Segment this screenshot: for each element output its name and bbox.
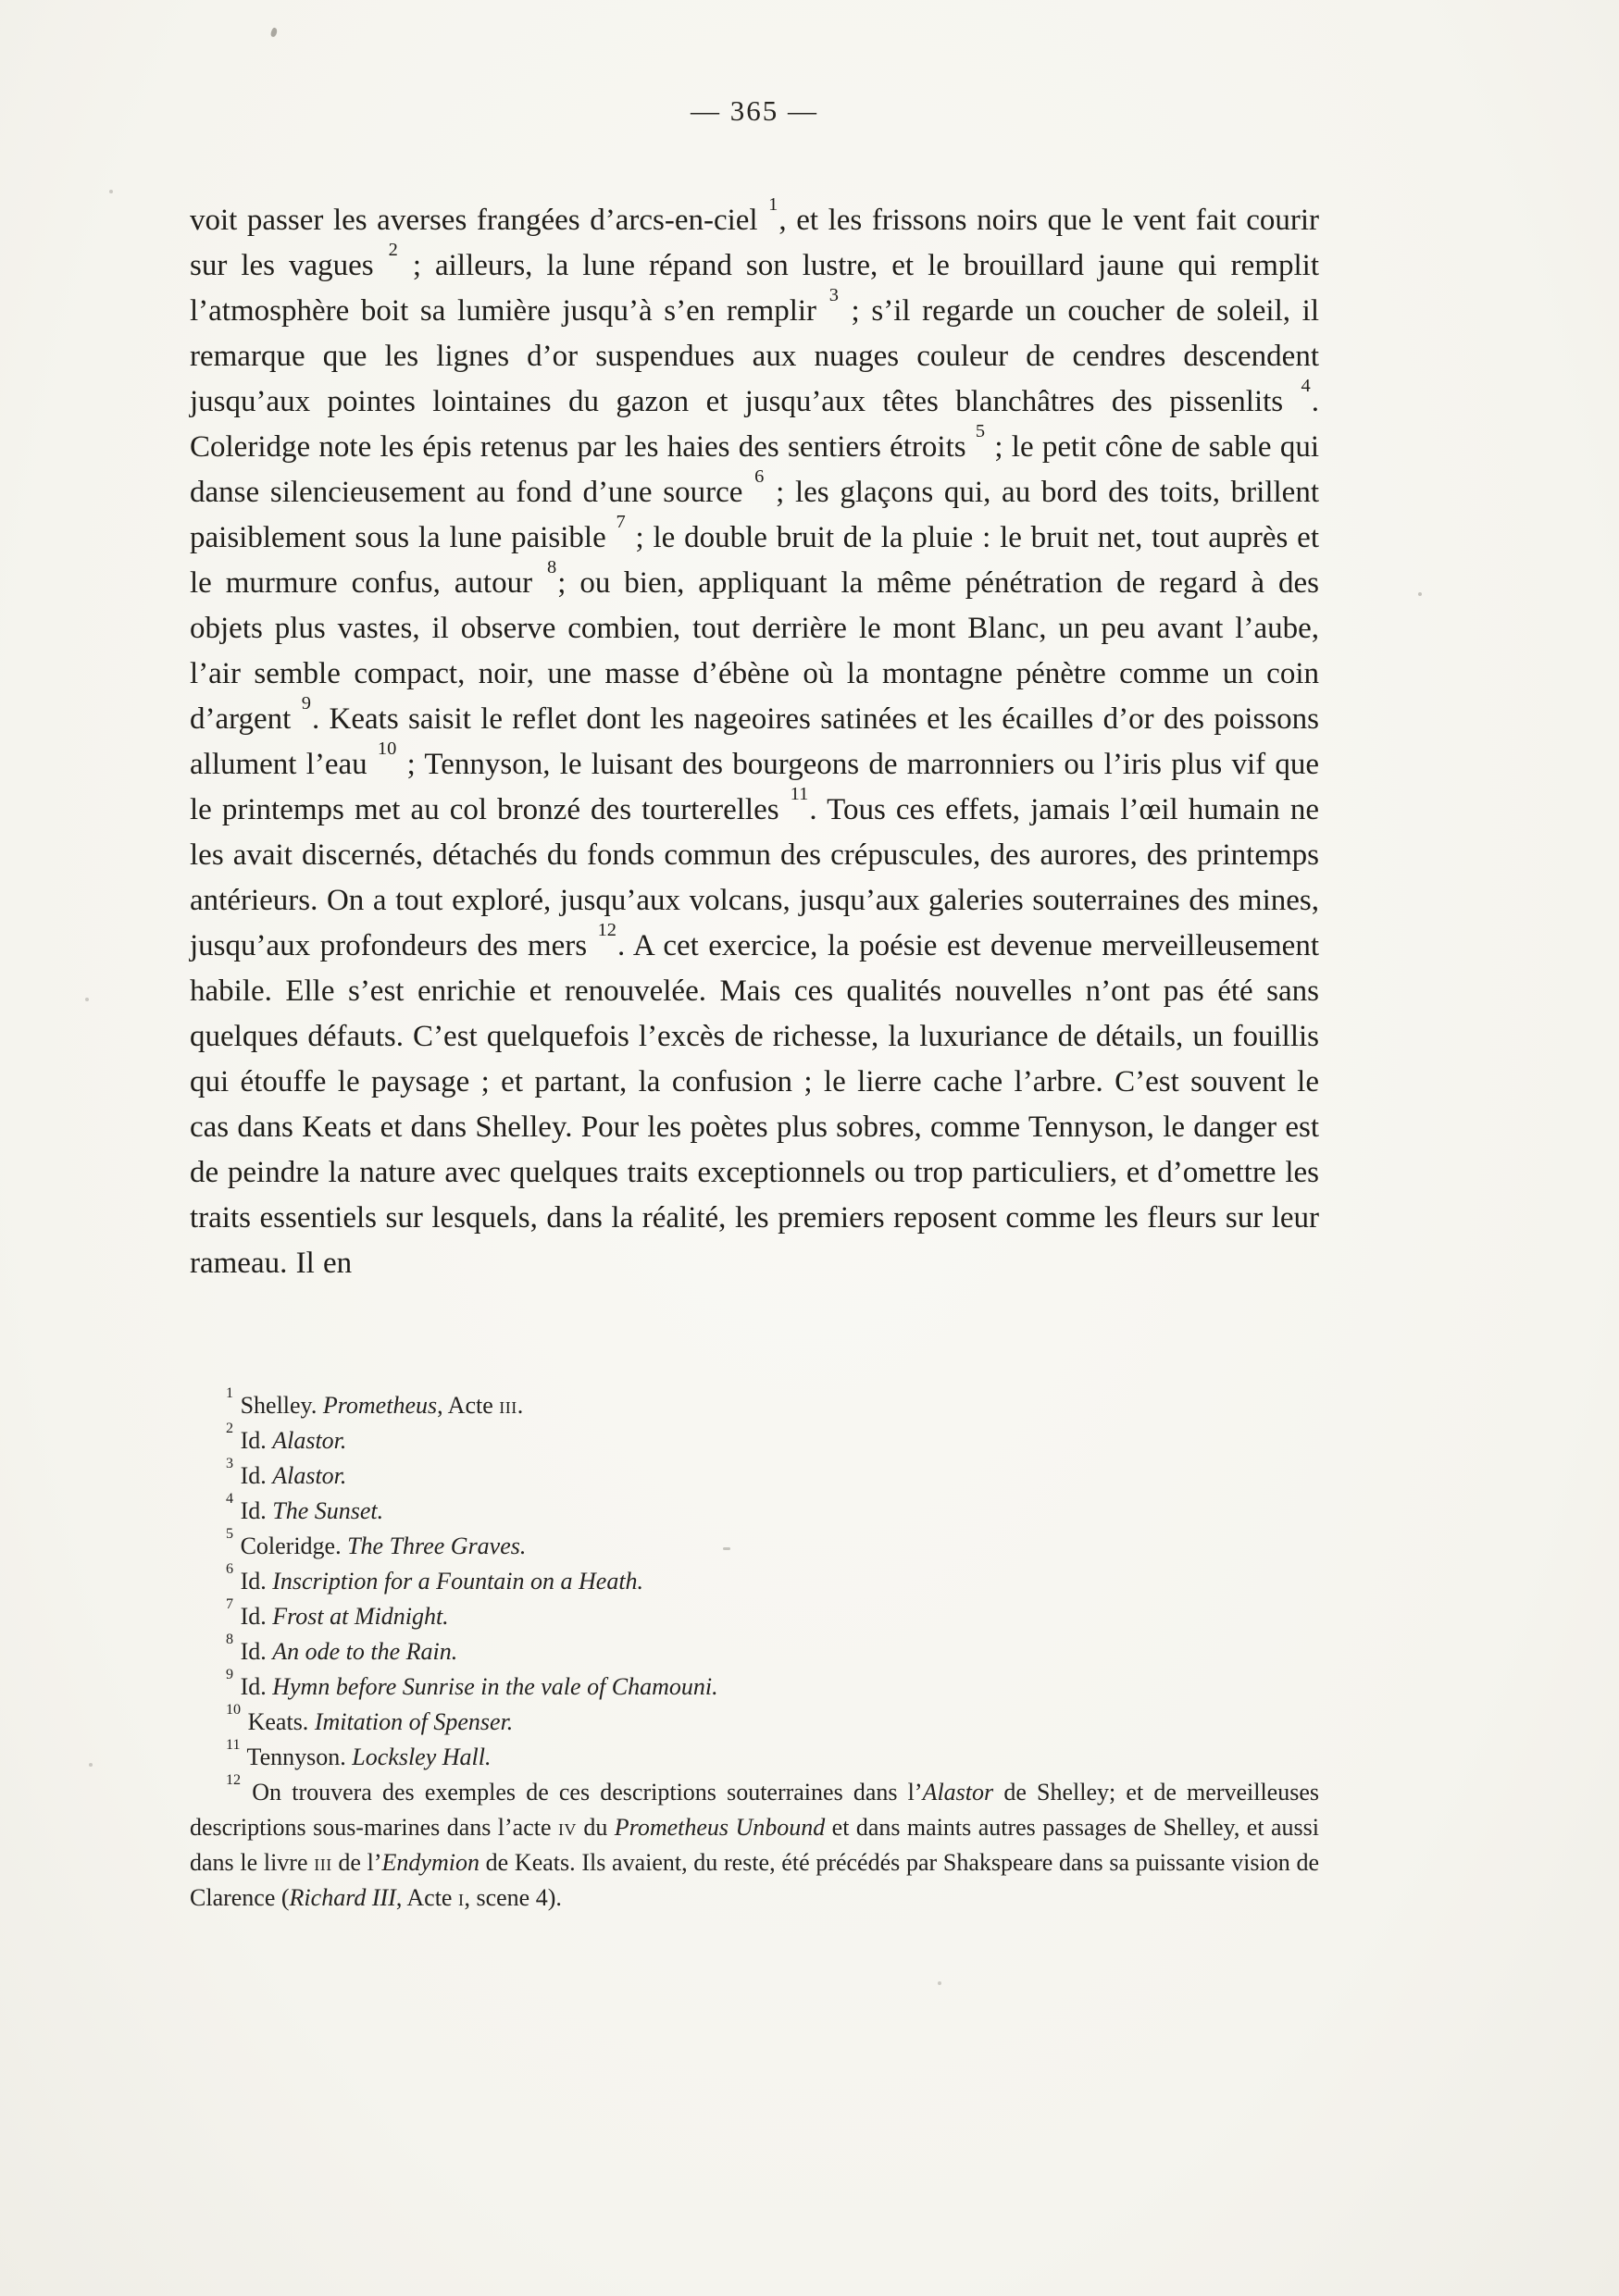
scan-speck — [938, 1981, 941, 1985]
text-run: Prometheus — [322, 1392, 438, 1419]
text-run: . A cet exercice, la poésie est devenue merveilleusement habile. Elle s’est enrichie et renouvelée. Mais ces qualités nouvelles n’ont pas été sans quelques défauts. C’est quelquefois l’excès de richesse, la luxuriance de détails, un fouillis qui étouffe le paysage ; et partant, la confusion ; le lierre cache l’arbre. C’est souvent le cas dans Keats et dans Shelley. Pour les poètes plus sobres, comme Tennyson, le danger est de peindre la nature avec quelques traits exceptionnels ou trop particuliers, et d’omettre les traits essentiels sur lesquels, dans la réalité, les premiers reposent comme les fleurs sur leur rameau. Il en — [190, 929, 1320, 1280]
footnote-number: 8 — [226, 1632, 234, 1648]
footnote-ref: 7 — [616, 511, 626, 532]
text-run: , Acte — [437, 1392, 500, 1419]
text-run: Hymn before Sunrise in the vale of Chamouni. — [272, 1673, 718, 1700]
text-run: Id. — [240, 1638, 273, 1665]
text-run: voit passer les averses frangées d’arcs-en-ciel — [190, 204, 768, 237]
body-paragraph — [190, 193, 1320, 1286]
footnote-ref: 1 — [768, 193, 778, 215]
footnote-number: 12 — [226, 1772, 242, 1789]
text-run: ; le double bruit de la pluie : le bruit net, tout auprès et le murmure confus, autour — [190, 521, 1319, 600]
text-run: . — [517, 1392, 524, 1419]
footnote — [190, 1772, 1320, 1916]
footnote-number: 5 — [226, 1526, 234, 1543]
text-run: Alastor. — [272, 1427, 347, 1454]
text-run: The Sunset. — [272, 1497, 384, 1524]
text-run: The Three Graves. — [347, 1533, 527, 1559]
text-run: de Shelley; et de merveilleuses descriptions sous-marines dans l’acte — [190, 1779, 1319, 1841]
scan-speck — [269, 27, 278, 37]
text-run: Id. — [240, 1568, 273, 1595]
text-run: . Keats saisit le reflet dont les nageoires satinées et les écailles d’or des poissons allument l’eau — [190, 702, 1319, 781]
text-run: Id. — [240, 1497, 273, 1524]
footnote-number: 10 — [226, 1702, 242, 1719]
text-run: Id. — [240, 1427, 273, 1454]
footnote — [190, 1596, 1319, 1634]
text-run: ; s’il regarde un coucher de soleil, il remarque que les lignes d’or suspendues aux nuages couleur de cendres descendent jusqu’aux pointes lointaines du gazon et jusqu’aux têtes blanchâtres des pissenlits — [190, 294, 1320, 418]
text-run: Id. — [240, 1603, 273, 1630]
text-run: ; les glaçons qui, au bord des toits, brillent paisiblement sous la lune paisible — [190, 476, 1319, 554]
footnote — [190, 1423, 1319, 1458]
text-run: . Coleridge note les épis retenus par les haies des sentiers étroits — [190, 385, 1319, 464]
footnote — [190, 1669, 1319, 1705]
text-run: iv — [557, 1814, 577, 1841]
footnote — [190, 1491, 1319, 1529]
footnote — [190, 1737, 1319, 1775]
text-run: Richard III — [289, 1884, 396, 1911]
footnote-ref: 3 — [828, 284, 839, 305]
scan-speck — [1418, 592, 1422, 596]
footnote — [190, 1561, 1319, 1599]
text-run: Tennyson. — [246, 1744, 353, 1770]
text-run: An ode to the Rain. — [272, 1638, 458, 1665]
footnotes-section — [190, 1385, 1320, 1916]
text-run: et dans maints autres passages de Shelley, et aussi dans le livre — [190, 1814, 1319, 1876]
text-run: du — [576, 1814, 615, 1841]
footnote-number: 3 — [226, 1456, 234, 1472]
text-run: . Tous ces effets, jamais l’œil humain ne les avait discernés, détachés du fonds commun des crépuscules, des aurores, des printemps antérieurs. On a tout exploré, jusqu’aux volcans, jusqu’aux galeries souterraines des mines, jusqu’aux profondeurs des mers — [190, 793, 1319, 962]
text-run: iii — [499, 1392, 517, 1419]
text-run: , Acte — [395, 1884, 458, 1911]
footnote-ref: 6 — [754, 465, 765, 487]
text-run: Alastor. — [272, 1462, 347, 1489]
text-run: Alastor — [922, 1779, 994, 1806]
footnote-number: 6 — [226, 1561, 234, 1578]
footnote-ref: 2 — [388, 239, 398, 260]
text-run: Inscription for a Fountain on a Heath. — [272, 1568, 644, 1595]
text-run: ; le petit cône de sable qui danse silencieusement au fond d’une source — [190, 430, 1319, 509]
text-run: On trouvera des exemples de ces descriptions souterraines dans l’ — [252, 1779, 923, 1806]
text-run: Prometheus Unbound — [614, 1814, 826, 1841]
footnote-ref: 11 — [790, 783, 809, 804]
footnote — [190, 1458, 1319, 1494]
page-number: — 365 — — [691, 94, 818, 127]
text-run: Locksley Hall. — [352, 1744, 492, 1770]
text-run: , et les frissons noirs que le vent fait courir sur les vagues — [190, 204, 1319, 282]
text-run: iii — [314, 1849, 332, 1876]
text-run: Coleridge. — [240, 1533, 348, 1559]
scan-speck — [109, 190, 113, 193]
footnote-number: 1 — [226, 1385, 234, 1402]
text-run: ; ou bien, appliquant la même pénétration de regard à des objets plus vastes, il observe combien, tout derrière le mont Blanc, un peu avant l’aube, l’air semble compact, noir, une masse d’ébène où la montagne pénètre comme un coin d’argent — [190, 566, 1319, 736]
footnote — [190, 1634, 1319, 1669]
text-run: i — [457, 1884, 465, 1911]
text-run: ; ailleurs, la lune répand son lustre, et le brouillard jaune qui remplit l’atmosphère boit sa lumière jusqu’à s’en remplir — [190, 249, 1319, 328]
footnote-number: 4 — [226, 1491, 234, 1508]
footnote — [190, 1385, 1319, 1423]
scan-speck — [89, 1763, 93, 1767]
footnote-ref: 5 — [975, 420, 986, 441]
footnote-ref: 10 — [377, 738, 397, 759]
text-run: Id. — [240, 1673, 273, 1700]
text-run: Imitation of Spenser. — [314, 1708, 514, 1735]
text-run: Endymion — [381, 1849, 479, 1876]
footnote-number: 2 — [226, 1421, 234, 1437]
footnote-number: 11 — [226, 1737, 241, 1754]
footnote-ref: 12 — [597, 919, 617, 940]
text-run: de l’ — [331, 1849, 382, 1876]
text-run: de Keats. Ils avaient, du reste, été précédés par Shakspeare dans sa puissante vision de Clarence ( — [190, 1849, 1320, 1911]
footnote-number: 9 — [226, 1667, 234, 1683]
footnote — [190, 1702, 1319, 1740]
text-run: Id. — [240, 1462, 273, 1489]
text-run: , scene 4). — [464, 1884, 562, 1911]
footnote-number: 7 — [226, 1596, 234, 1613]
footnote-ref: 9 — [301, 692, 311, 714]
scan-speck — [85, 998, 89, 1001]
scan-speck — [723, 1547, 730, 1550]
text-run: ; Tennyson, le luisant des bourgeons de marronniers ou l’iris plus vif que le printemps met au col bronzé des tourterelles — [190, 748, 1320, 826]
text-run: Keats. — [247, 1708, 315, 1735]
footnote-ref: 8 — [547, 556, 557, 577]
footnote — [190, 1526, 1319, 1564]
text-run: Shelley. — [240, 1392, 323, 1419]
footnote-ref: 4 — [1301, 375, 1311, 396]
text-run: Frost at Midnight. — [272, 1603, 449, 1630]
